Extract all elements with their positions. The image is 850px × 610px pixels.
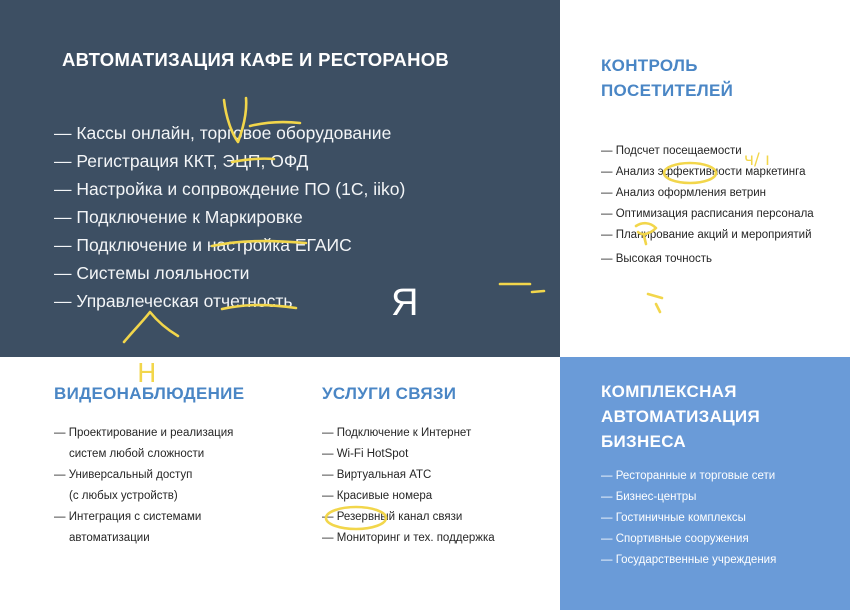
list-item: — Ресторанные и торговые сети [601, 470, 776, 482]
list-item: — Подключение и настройка ЕГАИС [54, 235, 352, 255]
list-item: — Универсальный доступ [54, 469, 193, 481]
list-item: — Мониторинг и тех. поддержка [322, 532, 495, 544]
list-item: — Регистрация ККТ, ЭЦП, ОФД [54, 151, 309, 171]
list-item: — Красивые номера [322, 490, 433, 502]
list-item: — Управлеческая отчетность [54, 291, 293, 311]
cafe-title: АВТОМАТИЗАЦИЯ КАФЕ И РЕСТОРАНОВ [62, 49, 450, 70]
list-item: автоматизации [69, 532, 150, 544]
list-item: — Спортивные сооружения [601, 533, 749, 545]
list-item: (с любых устройств) [69, 490, 178, 502]
list-item: — Виртуальная АТС [322, 469, 432, 481]
list-item: — Государственные учреждения [601, 554, 777, 566]
list-item: — Wi-Fi HotSpot [322, 448, 409, 460]
video-title: ВИДЕОНАБЛЮДЕНИЕ [54, 384, 245, 403]
marker-letter-n: Н [137, 359, 157, 389]
visitors-title [601, 53, 733, 103]
list-item: — Подключение к Интернет [322, 427, 472, 439]
list-item: — Гостиничные комплексы [601, 512, 746, 524]
list-item: — Анализ эффективности маркетинга [601, 166, 806, 178]
video-surveillance-panel [0, 357, 290, 610]
handwritten-letter-ya: Я [391, 282, 419, 324]
marker-letters-chi: ч/ ı [744, 150, 770, 170]
complex-clients-list [601, 468, 776, 573]
list-item: — Анализ оформления ветрин [601, 187, 767, 199]
list-item: — Интеграция с системами [54, 511, 202, 523]
complex-title [601, 379, 760, 454]
communication-services-panel [290, 357, 560, 610]
list-item: — Кассы онлайн, торговое оборудование [54, 123, 392, 143]
cafe-services-list [54, 119, 405, 315]
list-item: — Высокая точность [601, 253, 713, 265]
list-item: — Планирование акций и мероприятий [601, 229, 812, 241]
complex-title-line: КОМПЛЕКСНАЯ [601, 382, 737, 401]
complex-title-line: БИЗНЕСА [601, 432, 686, 451]
list-item: — Оптимизация расписания персонала [601, 208, 814, 220]
list-item: — Проектирование и реализация [54, 427, 234, 439]
visitor-control-panel [560, 0, 850, 357]
list-item: — Подсчет посещаемости [601, 145, 742, 157]
complex-automation-panel [560, 357, 850, 610]
video-features-list [54, 425, 233, 551]
list-item: — Системы лояльности [54, 263, 250, 283]
list-item: — Бизнес-центры [601, 491, 697, 503]
visitors-title-line: ПОСЕТИТЕЛЕЙ [601, 81, 734, 100]
list-item: — Подключение к Маркировке [54, 207, 303, 227]
list-item: — Настройка и сопрвождение ПО (1С, iiko) [54, 179, 406, 199]
list-item: — Резервный канал связи [322, 511, 463, 523]
cafe-automation-panel [0, 0, 560, 357]
visitors-features-list [601, 143, 814, 272]
complex-title-line: АВТОМАТИЗАЦИЯ [601, 407, 760, 426]
visitors-title-line: КОНТРОЛЬ [601, 56, 698, 75]
comm-services-list [322, 425, 495, 551]
comm-title: УСЛУГИ СВЯЗИ [322, 384, 457, 403]
list-item: систем любой сложности [69, 448, 205, 460]
